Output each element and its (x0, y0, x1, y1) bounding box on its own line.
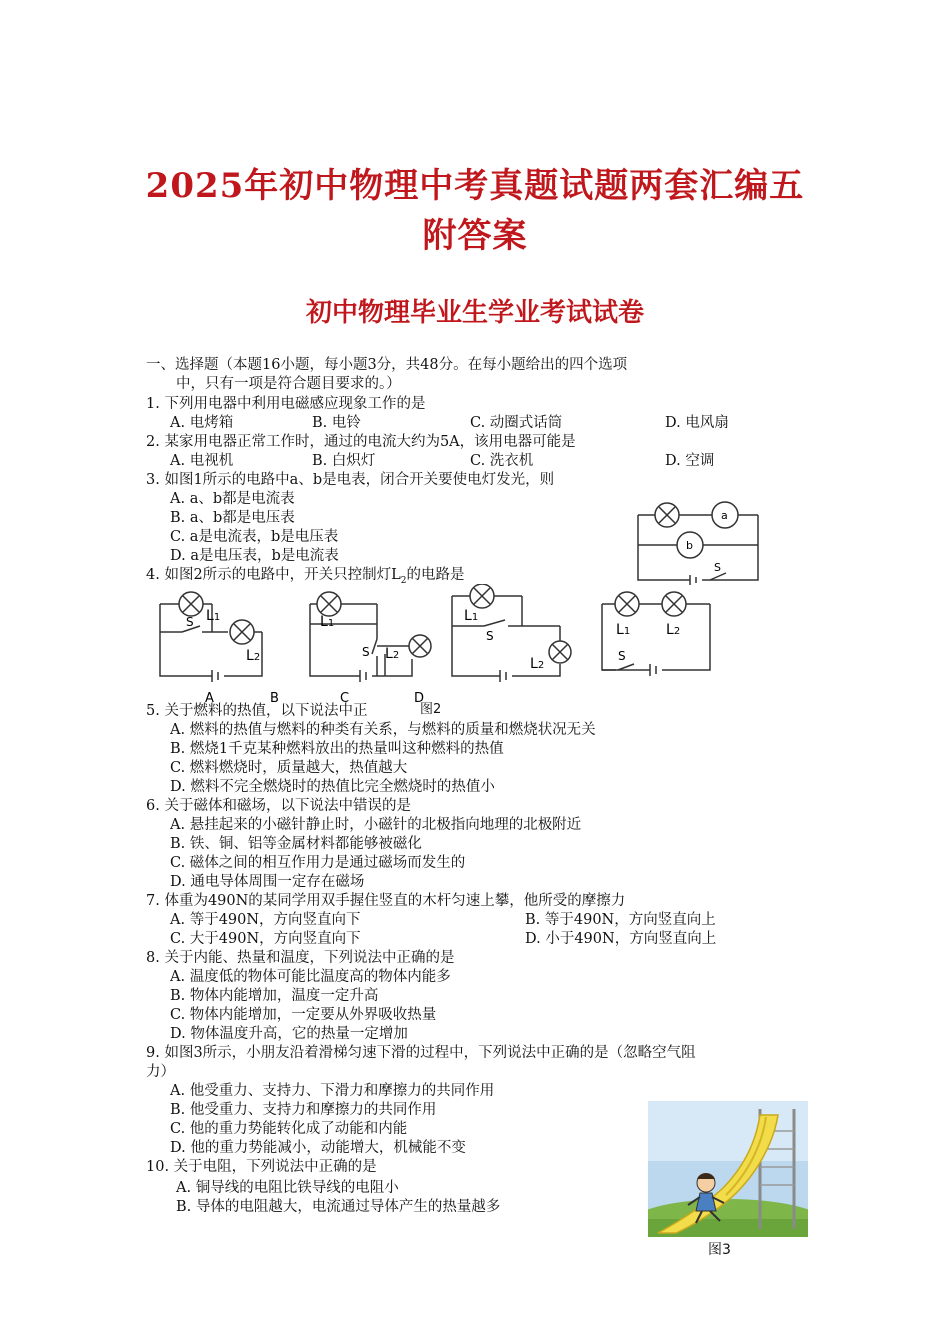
q5-option-a: A. 燃料的热值与燃料的种类有关系，与燃料的质量和燃烧状况无关 (170, 722, 596, 738)
q10-option-b: B. 导体的电阻越大，电流通过导体产生的热量越多 (176, 1199, 501, 1215)
fig2c-switch-label: S (486, 629, 494, 643)
q2-stem: 2. 某家用电器正常工作时，通过的电流大约为5A，该用电器可能是 (146, 434, 576, 450)
q1-option-d: D. 电风扇 (665, 415, 729, 431)
q10-stem: 10. 关于电阻，下列说法中正确的是 (146, 1159, 377, 1175)
q6-option-d: D. 通电导体周围一定存在磁场 (170, 874, 365, 890)
page-title-line1: 2025年初中物理中考真题试题两套汇编五 (145, 166, 805, 206)
q7-option-c: C. 大于490N，方向竖直向下 (170, 931, 361, 947)
figure1-meter-a-label: a (721, 509, 728, 522)
page-title-line2: 附答案 (422, 216, 528, 256)
figure2-caption: 图2 (420, 702, 442, 717)
q3-option-c: C. a是电流表，b是电压表 (170, 529, 339, 545)
exam-subtitle: 初中物理毕业生学业考试试卷 (305, 298, 644, 328)
q4-stem-subscript: 2 (400, 575, 407, 586)
fig2b-l1-label: L1 (320, 614, 335, 630)
fig2a-l1-label: L1 (206, 608, 221, 624)
figure1-meter-b-label: b (686, 539, 693, 552)
q10-option-a: A. 铜导线的电阻比铁导线的电阻小 (176, 1180, 399, 1196)
q9-option-d: D. 他的重力势能减小，动能增大，机械能不变 (170, 1140, 466, 1156)
q7-option-a: A. 等于490N，方向竖直向下 (170, 912, 361, 928)
q1-option-a: A. 电烤箱 (170, 415, 234, 431)
q2-option-a: A. 电视机 (170, 453, 234, 469)
q3-option-a: A. a、b都是电流表 (170, 491, 295, 507)
q9-option-b: B. 他受重力、支持力和摩擦力的共同作用 (170, 1102, 437, 1118)
q8-stem: 8. 关于内能、热量和温度，下列说法中正确的是 (146, 950, 455, 966)
q8-option-c: C. 物体内能增加，一定要从外界吸收热量 (170, 1007, 437, 1023)
q6-option-a: A. 悬挂起来的小磁针静止时，小磁针的北极指向地理的北极附近 (170, 817, 582, 833)
fig2b-switch-label: S (362, 645, 370, 659)
q6-option-c: C. 磁体之间的相互作用力是通过磁场而发生的 (170, 855, 466, 871)
fig2c-l2-label: L2 (530, 656, 545, 672)
q9-stem: 9. 如图3所示，小朋友沿着滑梯匀速下滑的过程中，下列说法中正确的是（忽略空气阻 (146, 1045, 696, 1061)
fig2-label-a: A (205, 691, 214, 706)
q7-option-d: D. 小于490N，方向竖直向上 (525, 931, 717, 947)
q1-stem: 1. 下列用电器中利用电磁感应现象工作的是 (146, 396, 426, 412)
figure1-circuit (630, 495, 762, 585)
fig2a-l2-label: L2 (246, 648, 261, 664)
fig2b-l2-label: L2 (385, 646, 400, 662)
figure3-caption: 图3 (708, 1242, 731, 1258)
figure1-switch-label: S (714, 561, 721, 574)
figure3-slide-illustration (648, 1101, 808, 1237)
q1-option-b: B. 电铃 (312, 415, 361, 431)
q9-option-a: A. 他受重力、支持力、下滑力和摩擦力的共同作用 (170, 1083, 495, 1099)
fig2-label-b: B (270, 691, 279, 706)
q3-option-d: D. a是电压表，b是电流表 (170, 548, 339, 564)
fig2c-l1-label: L1 (464, 608, 479, 624)
q7-stem: 7. 体重为490N的某同学用双手握住竖直的木杆匀速上攀，他所受的摩擦力 (146, 893, 626, 909)
fig2-label-c: C (340, 691, 350, 706)
q1-option-c: C. 动圈式话筒 (470, 415, 563, 431)
q4-stem-text: 4. 如图2所示的电路中，开关只控制灯L (146, 567, 401, 583)
q3-option-b: B. a、b都是电压表 (170, 510, 295, 526)
q3-stem: 3. 如图1所示的电路中a、b是电表，闭合开关要使电灯发光，则 (146, 472, 555, 488)
section-heading-cont: 中，只有一项是符合题目要求的。） (176, 376, 401, 392)
figure2-circuits (150, 584, 730, 706)
fig2d-l1-label: L1 (616, 622, 631, 638)
q6-option-b: B. 铁、铜、铝等金属材料都能够被磁化 (170, 836, 422, 852)
q5-stem: 5. 关于燃料的热值，以下说法中正 (146, 703, 368, 719)
q8-option-a: A. 温度低的物体可能比温度高的物体内能多 (170, 969, 451, 985)
q5-option-d: D. 燃料不完全燃烧时的热值比完全燃烧时的热值小 (170, 779, 495, 795)
fig2-label-d: D (414, 691, 425, 706)
q4-stem-end: 的电路是 (406, 567, 465, 583)
q8-option-b: B. 物体内能增加，温度一定升高 (170, 988, 379, 1004)
q2-option-d: D. 空调 (665, 453, 715, 469)
q7-option-b: B. 等于490N，方向竖直向上 (525, 912, 716, 928)
q5-option-b: B. 燃烧1千克某种燃料放出的热量叫这种燃料的热值 (170, 741, 504, 757)
q2-option-c: C. 洗衣机 (470, 453, 534, 469)
q8-option-d: D. 物体温度升高，它的热量一定增加 (170, 1026, 408, 1042)
fig2d-switch-label: S (618, 649, 626, 663)
q6-stem: 6. 关于磁体和磁场，以下说法中错误的是 (146, 798, 411, 814)
q2-option-b: B. 白炽灯 (312, 453, 376, 469)
q9-option-c: C. 他的重力势能转化成了动能和内能 (170, 1121, 408, 1137)
q9-stem-cont: 力） (146, 1064, 175, 1080)
section-heading: 一、选择题（本题16小题，每小题3分，共48分。在每小题给出的四个选项 (146, 357, 628, 373)
q5-option-c: C. 燃料燃烧时，质量越大，热值越大 (170, 760, 408, 776)
fig2a-switch-label: S (186, 615, 194, 629)
fig2d-l2-label: L2 (666, 622, 681, 638)
